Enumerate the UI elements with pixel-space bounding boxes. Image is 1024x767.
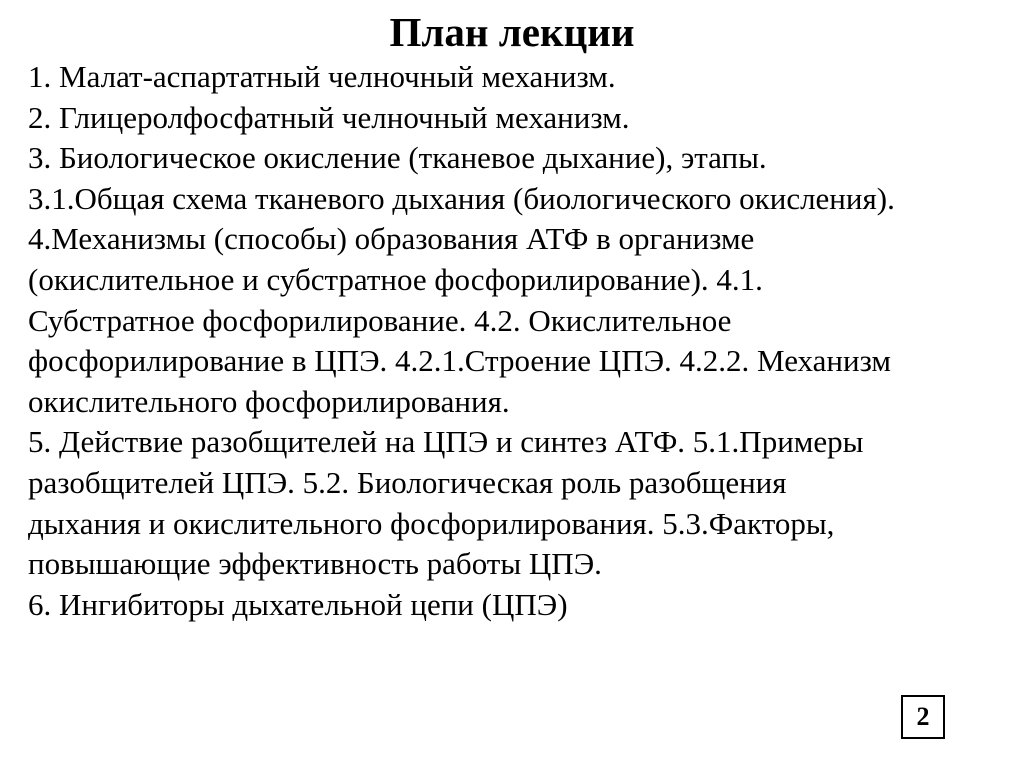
plan-line-5: 4.Механизмы (способы) образования АТФ в организме <box>28 221 755 257</box>
lecture-plan-list <box>28 57 1003 625</box>
plan-line-6: (окислительное и субстратное фосфорилирование). 4.1. <box>28 261 763 297</box>
plan-line-8: фосфорилирование в ЦПЭ. 4.2.1.Строение ЦПЭ. 4.2.2. Механизм <box>28 343 892 379</box>
plan-line-4: 3.1.Общая схема тканевого дыхания (биологического окисления). <box>28 180 895 216</box>
plan-line-3: 3. Биологическое окисление (тканевое дыхание), этапы. <box>28 140 767 176</box>
plan-line-7: Субстратное фосфорилирование. 4.2. Окислительное <box>28 302 732 338</box>
plan-line-12: дыхания и окислительного фосфорилирования. 5.3.Факторы, <box>28 505 835 541</box>
plan-line-13: повышающие эффективность работы ЦПЭ. <box>28 546 602 582</box>
plan-line-10: 5. Действие разобщителей на ЦПЭ и синтез АТФ. 5.1.Примеры <box>28 424 864 460</box>
plan-line-9: окислительного фосфорилирования. <box>28 383 510 419</box>
slide-title: План лекции <box>389 9 635 55</box>
plan-line-14: 6. Ингибиторы дыхательной цепи (ЦПЭ) <box>28 586 568 622</box>
page-number-box: 2 <box>901 695 945 739</box>
plan-line-2: 2. Глицеролфосфатный челночный механизм. <box>28 99 630 135</box>
plan-line-11: разобщителей ЦПЭ. 5.2. Биологическая роль разобщения <box>28 464 787 500</box>
plan-line-1: 1. Малат-аспартатный челночный механизм. <box>28 59 616 94</box>
